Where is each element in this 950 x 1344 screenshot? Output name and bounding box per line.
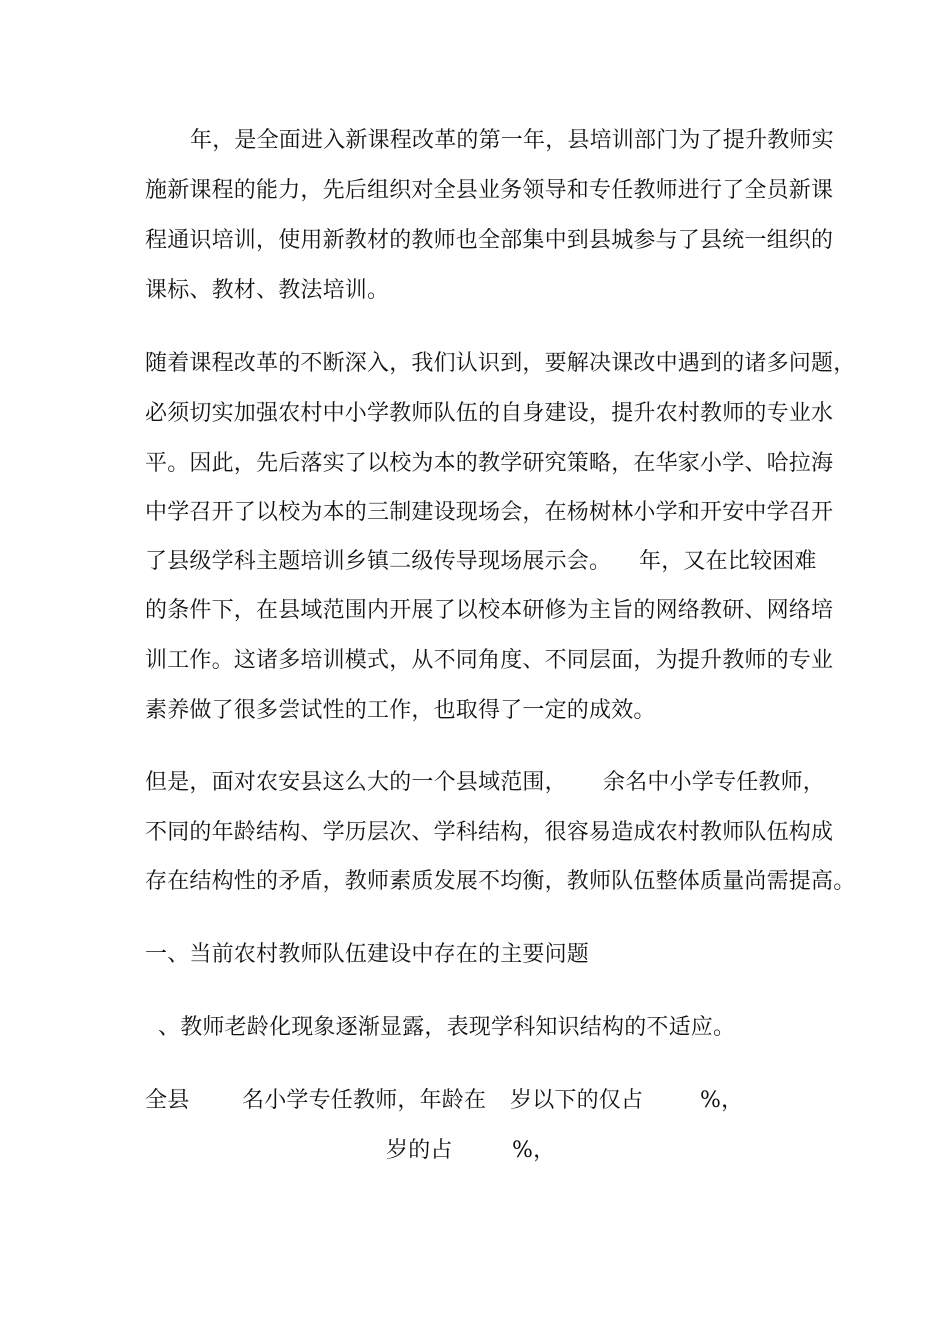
paragraph-2-line-2: 必须切实加强农村中小学教师队伍的自身建设，提升农村教师的专业水 xyxy=(145,401,834,426)
stats-part-5: 岁的占 xyxy=(386,1138,453,1163)
paragraph-1-line-1: 年，是全面进入新课程改革的第一年，县培训部门为了提升教师实 xyxy=(190,128,834,153)
stats-part-2: 名小学专任教师，年龄在 xyxy=(242,1088,487,1113)
section-heading: 一、当前农村教师队伍建设中存在的主要问题 xyxy=(145,942,590,967)
paragraph-2-line-4: 中学召开了以校为本的三制建设现场会，在杨树林小学和开安中学召开 xyxy=(145,500,834,525)
stats-part-3: 岁以下的仅占 xyxy=(510,1088,644,1113)
paragraph-2-line-5b: 年，又在比较困难 xyxy=(639,549,817,574)
paragraph-2-line-8: 素养做了很多尝试性的工作，也取得了一定的成效。 xyxy=(145,698,656,723)
paragraph-2-line-5a: 了县级学科主题培训乡镇二级传导现场展示会。 xyxy=(145,549,612,574)
paragraph-1-line-3: 程通识培训，使用新教材的教师也全部集中到县城参与了县统一组织的 xyxy=(145,228,834,253)
paragraph-2-line-1: 随着课程改革的不断深入，我们认识到，要解决课改中遇到的诸多问题， xyxy=(145,351,856,376)
stats-part-4: %， xyxy=(700,1088,744,1113)
paragraph-2-line-7: 训工作。这诸多培训模式，从不同角度、不同层面，为提升教师的专业 xyxy=(145,648,834,673)
paragraph-1-line-2: 施新课程的能力，先后组织对全县业务领导和专任教师进行了全员新课 xyxy=(145,178,834,203)
stats-part-6: %， xyxy=(512,1138,556,1163)
paragraph-3-line-2: 不同的年龄结构、学历层次、学科结构，很容易造成农村教师队伍构成 xyxy=(145,820,834,845)
paragraph-3-line-1b: 余名中小学专任教师， xyxy=(603,770,826,795)
paragraph-3-line-3: 存在结构性的矛盾，教师素质发展不均衡，教师队伍整体质量尚需提高。 xyxy=(145,869,856,894)
paragraph-2-line-6: 的条件下，在县域范围内开展了以校本研修为主旨的网络教研、网络培 xyxy=(145,598,834,623)
section-subheading: 、教师老龄化现象逐渐显露，表现学科知识结构的不适应。 xyxy=(158,1015,736,1040)
stats-part-1: 全县 xyxy=(145,1088,190,1113)
paragraph-2-line-3: 平。因此，先后落实了以校为本的教学研究策略，在华家小学、哈拉海 xyxy=(145,451,834,476)
paragraph-1-line-4: 课标、教材、教法培训。 xyxy=(145,278,390,303)
paragraph-3-line-1a: 但是，面对农安县这么大的一个县域范围， xyxy=(145,770,567,795)
